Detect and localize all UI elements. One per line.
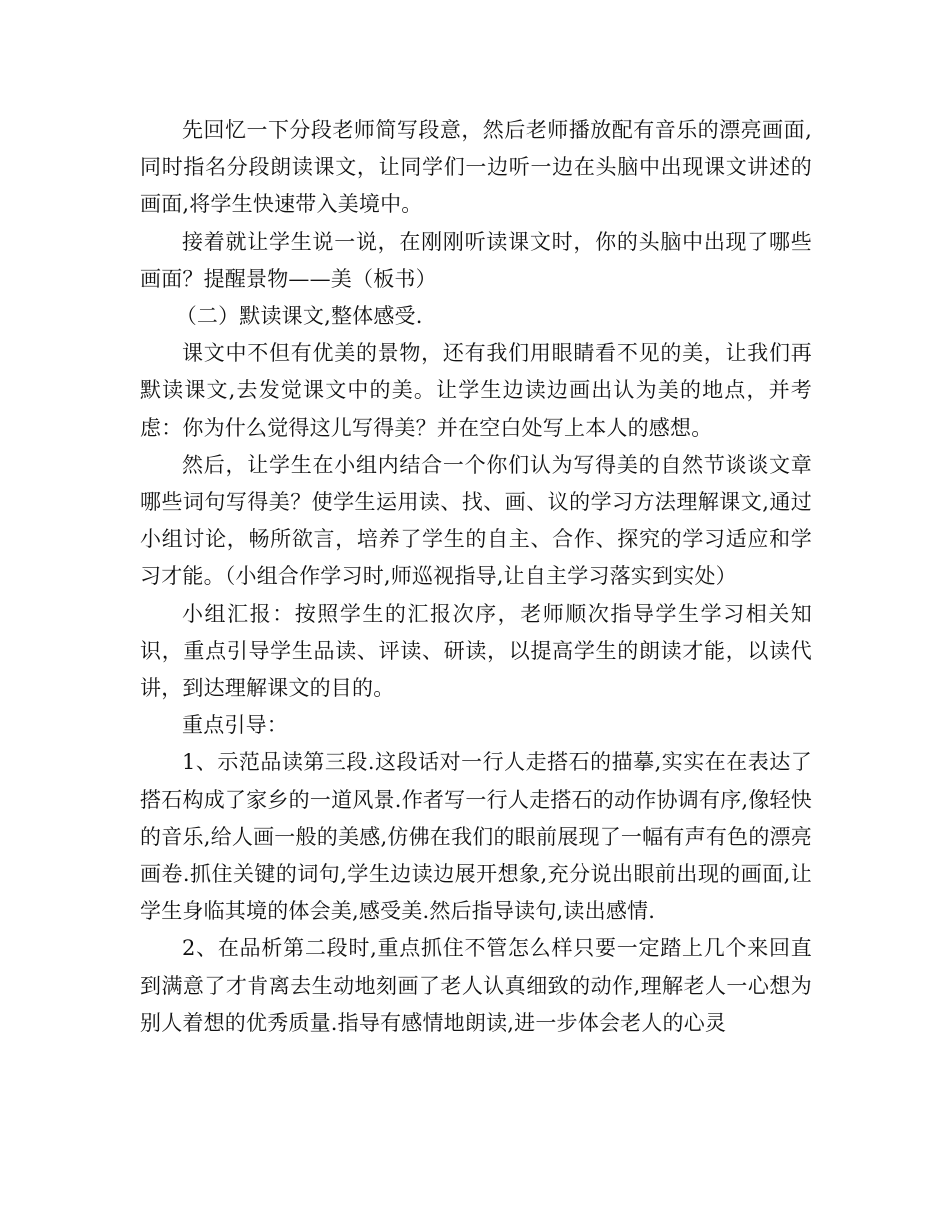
paragraph-group-report: 小组汇报：按照学生的汇报次序，老师顺次指导学生学习相关知识，重点引导学生品读、评读、研读，以提高学生的朗读才能，以读代讲，到达理解课文的目的。: [140, 601, 812, 701]
section-heading-silent-reading: （二）默读课文,整体感受.: [175, 304, 423, 329]
paragraph-guidance-1: 1、示范品读第三段.这段话对一行人走搭石的描摹,实实在在表达了搭石构成了家乡的一道风景.作者写一行人走搭石的动作协调有序,像轻快的音乐,给人画一般的美感,仿佛在我们的眼前展现了一幅有声有色的漂亮画卷.抓住关键的词句,学生边读边展开想象,充分说出眼前出现的画面,让学生身临其境的体会美,感受美.然后指导读句,读出感情.: [140, 750, 812, 924]
paragraph-guidance-2: 2、在品析第二段时,重点抓住不管怎么样只要一定踏上几个来回直到满意了才肯离去生动地刻画了老人认真细致的动作,理解老人一心想为别人着想的优秀质量.指导有感情地朗读,进一步体会老人的心灵: [140, 936, 812, 1035]
document-body: [140, 112, 812, 1042]
paragraph-silent-reading: 课文中不但有优美的景物，还有我们用眼睛看不见的美，让我们再默读课文,去发觉课文中的美。让学生边读边画出认为美的地点，并考虑：你为什么觉得这儿写得美？并在空白处写上本人的感想。: [140, 341, 812, 440]
paragraph-key-guidance-label: 重点引导：: [182, 713, 288, 738]
paragraph-review: 先回忆一下分段老师简写段意，然后老师播放配有音乐的漂亮画面,同时指名分段朗读课文，让同学们一边听一边在头脑中出现课文讲述的画面,将学生快速带入美境中。: [140, 118, 812, 217]
paragraph-group-discussion: 然后，让学生在小组内结合一个你们认为写得美的自然节谈谈文章哪些词句写得美？使学生运用读、找、画、议的学习方法理解课文,通过小组讨论，畅所欲言，培养了学生的自主、合作、探究的学习适应和学习才能。（小组合作学习时,师巡视指导,让自主学习落实到实处）: [140, 452, 812, 589]
paragraph-discuss-images: 接着就让学生说一说，在刚刚听读课文时，你的头脑中出现了哪些画面？提醒景物——美（板书）: [140, 229, 812, 291]
